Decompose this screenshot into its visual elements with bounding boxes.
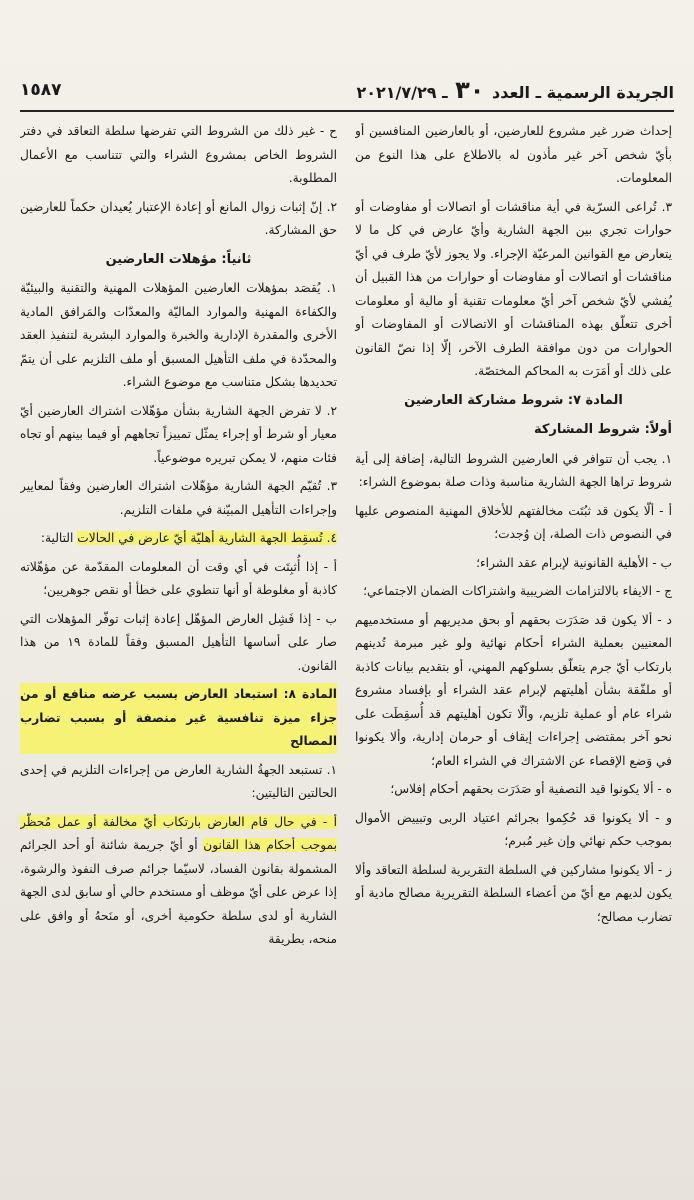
list-item: و - ألا يكونوا قد حُكِموا بجرائم اعتياد الربى وتبييض الأموال بموجب حكم نهائي وإن غير مُبرم؛ [355, 810, 672, 848]
paragraph: ٢. لا تفرض الجهة الشارية بشأن مؤهّلات اشتراك العارضين أيّ معيار أو شرط أو إجراء يمثّل تمييزاً تجاههم أو فيما بينهم أو تجاه فئات منهم، لا يمكن تبريره موضوعياً. [20, 403, 337, 465]
list-item: ه - ألا يكونوا قيد التصفية أو صَدَرَت بحقهم أحكام إفلاس؛ [390, 782, 672, 796]
issue-date: ـ ٢٠٢١/٧/٢٩ [356, 83, 448, 102]
list-item: د - ألا يكون قد صَدَرَت بحقهم أو بحق مديريهم أو مستخدميهم المعنيين بعملية الشراء أحكام نهائية ولو غير مبرمة تُدينهم بارتكاب أيّ جرم يتعلّق بسلوكهم المهني، أو بتقديم بيانات كاذبة أو ملفّقة بشأن أهليتهم لإبرام عقد الشراء أو بإفساد مشروع شراء عام أو عملية تلزيم، وألّا تكون أهليتهم قد أُسقِطَت على نحو آخر بمقتضى إجراءات إيقاف أو حرمان إدارية، وألا يكونوا في وَضع الإقصاء عن الاشتراك في الشراء العام؛ [355, 612, 672, 768]
paragraph: ١. يُقصَد بمؤهلات العارضين المؤهلات المهنية والتقنية والبيئيّة والكفاءة المهنية والموارد الماليّة والمعدّات والمَرافق المادية الأخرى والمقدرة الإدارية والخبرة والموارد البشرية لتنفيذ العقد والمحدّدة في ملف التأهيل المسبق أو ملف التلزيم على أن يتمّ تحديدها بشكل متناسب مع موضوع الشراء. [20, 281, 337, 389]
paragraph: ٣. تُقيّم الجهة الشارية مؤهّلات اشتراك العارضين وفقاً لمعايير وإجراءات التأهيل المبيّنة في ملفات التلزيم. [20, 479, 337, 517]
page-header [20, 70, 674, 112]
highlighted-text: أ - في حال قام العارض بارتكاب أيّ مخالفة أو عمل مُحظّر بموجب أحكام هذا القانون [20, 814, 337, 852]
page-number: ١٥٨٧ [20, 80, 62, 100]
article-8-heading: المادة ٨: استبعاد العارض بسبب عرضه منافع أو من جزاء ميزة تنافسية غير منصفة أو بسبب تضارب المصالح [20, 683, 337, 754]
text: التالية: [40, 531, 74, 545]
gazette-title [356, 76, 674, 104]
paragraph: ١. يجب أن تتوافر في العارضين الشروط التالية، إضافة إلى أية شروط تراها الجهة الشارية مناسبة وذات صلة بموضوع الشراء: [355, 451, 672, 489]
list-item: ج - الايفاء بالالتزامات الضريبية واشتراكات الضمان الاجتماعي؛ [363, 584, 672, 598]
section-heading: ثانياً: مؤهلات العارضين [105, 251, 252, 267]
list-item: ب - إذا فَشِل العارض المؤهّل إعادة إثبات توفّر المؤهلات التي صار على أساسها التأهيل المسبق وفقاً للمادة ١٩ من هذا القانون. [20, 611, 337, 673]
paragraph: ١. تستبعد الجهةُ الشارية العارض من إجراءات التلزيم في إحدى الحالتين التاليتين: [20, 762, 337, 800]
list-item: ز - ألا يكونوا مشاركين في السلطة التقريرية لسلطة التعاقد وألا يكون لديهم مع أيّ من أعضاء السلطة التقريرية مصالح مادية أو تضارب مصالح؛ [355, 862, 672, 924]
section-heading: أولاً: شروط المشاركة [533, 422, 672, 437]
list-item: أ - إذا أُثبِتَت في أي وقت أن المعلومات المقدّمة عن مؤهّلاته كاذبة أو مغلوطة أو أنها تنطوي على خطأ أو نقص جوهريين؛ [20, 559, 337, 597]
text: أو أيّ جريمة شائنة أو أحد الجرائم المشمولة بقانون الفساد، لاسيّما جرائم صرف النفوذ والرشوة، إذا عرض على أيّ موظف أو مستخدم حالي أو سابق لدى الجهة الشارية أو لدى سلطة حكومية أخرى، أو منَحهُ أو وافق على منحه، بطريقة [20, 838, 337, 946]
left-column [20, 120, 337, 1200]
list-item: ب - الأهلية القانونية لإبرام عقد الشراء؛ [476, 555, 672, 570]
paragraph: إحداث ضرر غير مشروع للعارضين، أو بالعارضين المنافسين أو بأيّ شخص آخر غير مأذون له بالاطلاع على هذا النوع من المعلومات. [355, 124, 672, 185]
list-item: ح - غير ذلك من الشروط التي تفرضها سلطة التعاقد في دفتر الشروط الخاص بمشروع الشراء والتي تتناسب مع الأعمال المطلوبة. [20, 124, 337, 185]
list-item [20, 811, 337, 952]
article-7-heading: المادة ٧: شروط مشاركة العارضين [404, 392, 623, 408]
list-item: أ - ألّا يكون قد ثبُتَت مخالفتهم للأخلاق المهنية المنصوص عليها في النصوص ذات الصلة، إن وُجدت؛ [355, 503, 672, 541]
issue-number: ٣٠ [455, 76, 485, 104]
gazette-name: الجريدة الرسمية ـ العدد [492, 83, 674, 102]
highlighted-text: ٤. تُسقِط الجهة الشارية أهليّة أيّ عارض في الحالات [77, 531, 337, 545]
two-column-body [20, 120, 672, 1200]
right-column [355, 120, 672, 1200]
paragraph [20, 527, 337, 551]
paragraph: ٢. إنّ إثبات زوال المانع أو إعادة الإعتبار يُعيدان حكماً للعارضين حق المشاركة. [20, 199, 337, 237]
paragraph: ٣. تُراعى السرّية في أية مناقشات أو اتصالات أو مفاوضات أو حوارات تجري بين الجهة الشارية وأيّ عارض في كل ما لا يتعارض مع القوانين المرعيّة الإجراء. ولا يجوز لأيّ طرف في أيّ مناقشات أو اتصالات أو مفاوضات أو حوارات من هذا القبيل أن يُفشي لأيّ شخص آخر أيّ معلومات تقنية أو مالية أو معلومات أخرى تتعلّق بهذه المناقشات أو الاتصالات أو المفاوضات أو الحوارات من دون موافقة الطرف الآخر، إلّا إذا نصّ القانون على ذلك أو أمَرَت به المحاكم المختصّة. [355, 199, 672, 378]
